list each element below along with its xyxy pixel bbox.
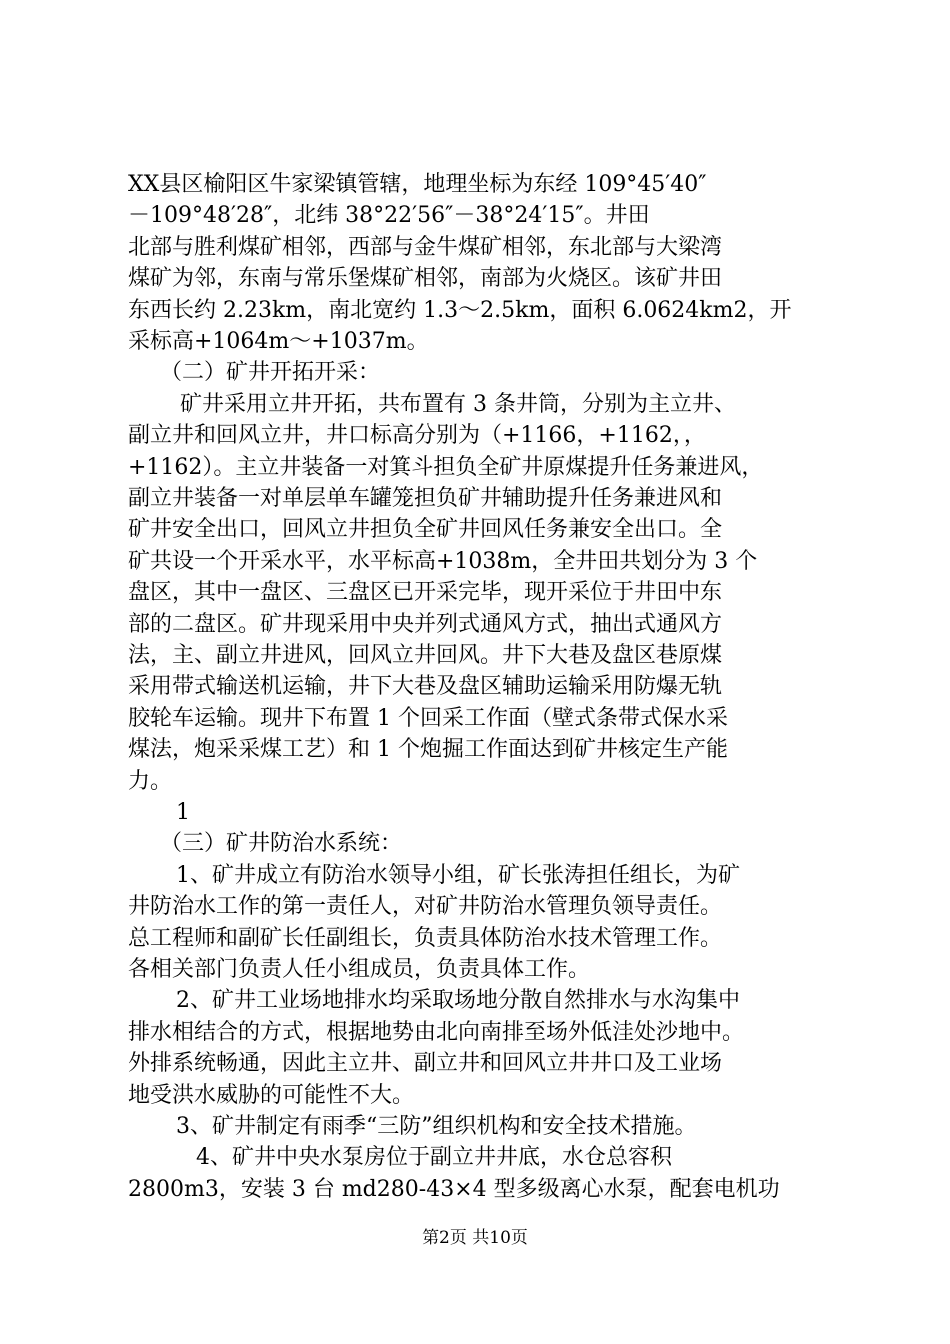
text-line: 煤矿为邻，东南与常乐堡煤矿相邻，南部为火烧区。该矿井田 <box>128 266 723 292</box>
text-line: 总工程师和副矿长任副组长，负责具体防治水技术管理工作。 <box>128 925 723 951</box>
text-line: －109°48′28″，北纬 38°22′56″－38°24′15″。井田 <box>128 203 650 229</box>
text-line: 北部与胜利煤矿相邻，西部与金牛煤矿相邻，东北部与大梁湾 <box>128 234 723 260</box>
section-heading: （二）矿井开拓开采： <box>160 360 381 386</box>
text-line: 盘区，其中一盘区、三盘区已开采完毕，现开采位于井田中东 <box>128 580 723 606</box>
text-line: +1162）。主立井装备一对箕斗担负全矿井原煤提升任务兼进风， <box>128 454 764 480</box>
text-line: 地受洪水威胁的可能性不大。 <box>128 1082 415 1108</box>
text-line: 采标高+1064m～+1037m。 <box>128 329 429 354</box>
text-line: 法，主、副立井进风，回风立井回风。井下大巷及盘区巷原煤 <box>128 643 723 668</box>
text-line: 2、矿井工业场地排水均采取场地分散自然排水与水沟集中 <box>176 988 740 1014</box>
text-line: 矿井采用立井开拓，共布置有 3 条井筒，分别为主立井、 <box>180 391 736 417</box>
text-line: 副立井装备一对单层单车罐笼担负矿井辅助提升任务兼进风和 <box>128 486 723 511</box>
text-line: 煤法，炮采采煤工艺）和 1 个炮掘工作面达到矿井核定生产能 <box>128 737 728 763</box>
text-line: 采用带式输送机运输，井下大巷及盘区辅助运输采用防爆无轨 <box>128 674 723 700</box>
text-line: 矿共设一个开采水平，水平标高+1038m，全井田共划分为 3 个 <box>128 548 758 574</box>
page-number: 第2页 共10页 <box>422 1228 528 1248</box>
text-line: 3、矿井制定有雨季“三防”组织机构和安全技术措施。 <box>176 1114 697 1139</box>
text-line: 井防治水工作的第一责任人，对矿井防治水管理负领导责任。 <box>128 894 723 920</box>
text-line: 2800m3，安装 3 台 md280-43×4 型多级离心水泵，配套电机功 <box>128 1176 780 1202</box>
text-line: 1、矿井成立有防治水领导小组，矿长张涛担任组长，为矿 <box>176 862 740 888</box>
text-line: 副立井和回风立井，井口标高分别为（+1166，+1162，， <box>128 423 706 449</box>
text-line: 力。 <box>128 768 173 794</box>
text-line: 东西长约 2.23km，南北宽约 1.3～2.5km，面积 6.0624km2，开 <box>128 297 792 323</box>
text-line: 4、矿井中央水泵房位于副立井井底，水仓总容积 <box>196 1145 672 1171</box>
inline-page-marker: 1 <box>176 800 190 825</box>
text-line: 各相关部门负责人任小组成员，负责具体工作。 <box>128 957 591 982</box>
text-line: 矿井安全出口，回风立井担负全矿井回风任务兼安全出口。全 <box>128 517 723 543</box>
text-line: 部的二盘区。矿井现采用中央并列式通风方式，抽出式通风方 <box>128 611 723 637</box>
section-heading: （三）矿井防治水系统： <box>160 831 403 857</box>
text-line: 胶轮车运输。现井下布置 1 个回采工作面（壁式条带式保水采 <box>128 705 728 731</box>
text-line: 外排系统畅通，因此主立井、副立井和回风立井井口及工业场 <box>128 1051 723 1077</box>
text-line: XX县区榆阳区牛家梁镇管辖，地理坐标为东经 109°45′40″ <box>128 172 707 197</box>
text-line: 排水相结合的方式，根据地势由北向南排至场外低洼处沙地中。 <box>128 1019 745 1045</box>
